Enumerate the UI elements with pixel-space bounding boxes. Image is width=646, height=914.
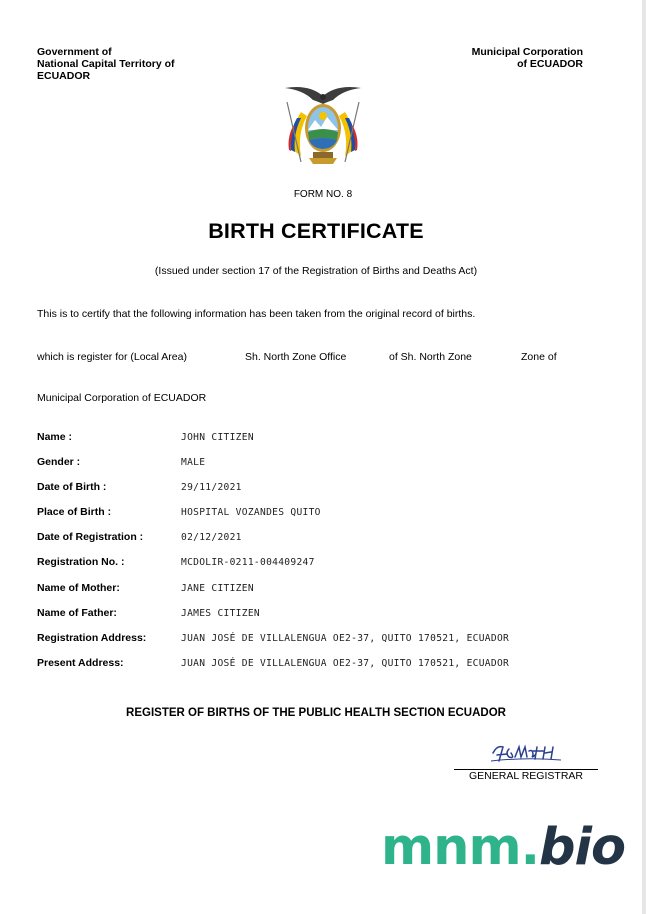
handwritten-signature [487,739,567,765]
municipal-line: Municipal Corporation of ECUADOR [37,392,207,404]
header-left-line3: ECUADOR [37,70,91,82]
registrar-label: GENERAL REGISTRAR [469,770,583,782]
page-edge [642,0,646,914]
field-value: 29/11/2021 [181,482,242,494]
field-value: 02/12/2021 [181,532,242,544]
field-value: JAMES CITIZEN [181,607,260,619]
field-label: Place of Birth : [37,506,112,519]
field-label: Name of Father: [37,606,117,619]
certify-text: This is to certify that the following information has been taken from the original record of births. [37,308,476,320]
field-label: Name : [37,431,73,443]
brand-part2: bio [538,818,625,877]
header-right [472,46,583,70]
field-value: JANE CITIZEN [181,582,254,594]
header-left-line2: National Capital Territory of [37,58,175,70]
header-left-line1: Government of [37,46,112,58]
field-value: MCDOLIR-0211-004409247 [181,557,315,569]
field-label: Present Address: [37,656,124,669]
certificate-title: BIRTH CERTIFICATE [208,219,424,243]
field-value: JUAN JOSÉ DE VILLALENGUA OE2-37, QUITO 170521, ECUADOR [181,632,510,644]
field-label: Registration No. : [37,556,125,569]
issued-under-text: (Issued under section 17 of the Registration of Births and Deaths Act) [154,265,478,277]
zone-office-text: Sh. North Zone Office [245,351,347,363]
brand-watermark [381,818,625,878]
header-right-line2: of ECUADOR [517,58,583,70]
field-value: JOHN CITIZEN [181,432,254,443]
field-label: Gender : [37,456,81,469]
field-value: JUAN JOSÉ DE VILLALENGUA OE2-37, QUITO 170521, ECUADOR [181,657,510,669]
field-value: MALE [181,457,206,469]
zone-text: of Sh. North Zone [389,351,472,363]
brand-part1: mnm. [381,818,539,877]
field-label: Date of Registration : [37,531,144,544]
header-left [37,46,175,82]
field-label: Name of Mother: [37,581,120,594]
field-value: HOSPITAL VOZANDES QUITO [181,507,321,519]
header-right-line1: Municipal Corporation [471,46,583,58]
zone-of-text: Zone of [521,351,557,363]
field-label: Date of Birth : [37,481,107,494]
form-number: FORM NO. 8 [293,189,353,200]
coat-of-arms-icon [279,72,367,172]
field-label: Registration Address: [37,631,147,644]
local-area-label: which is register for (Local Area) [37,351,187,363]
register-footer: REGISTER OF BIRTHS OF THE PUBLIC HEALTH SECTION ECUADOR [126,707,506,719]
